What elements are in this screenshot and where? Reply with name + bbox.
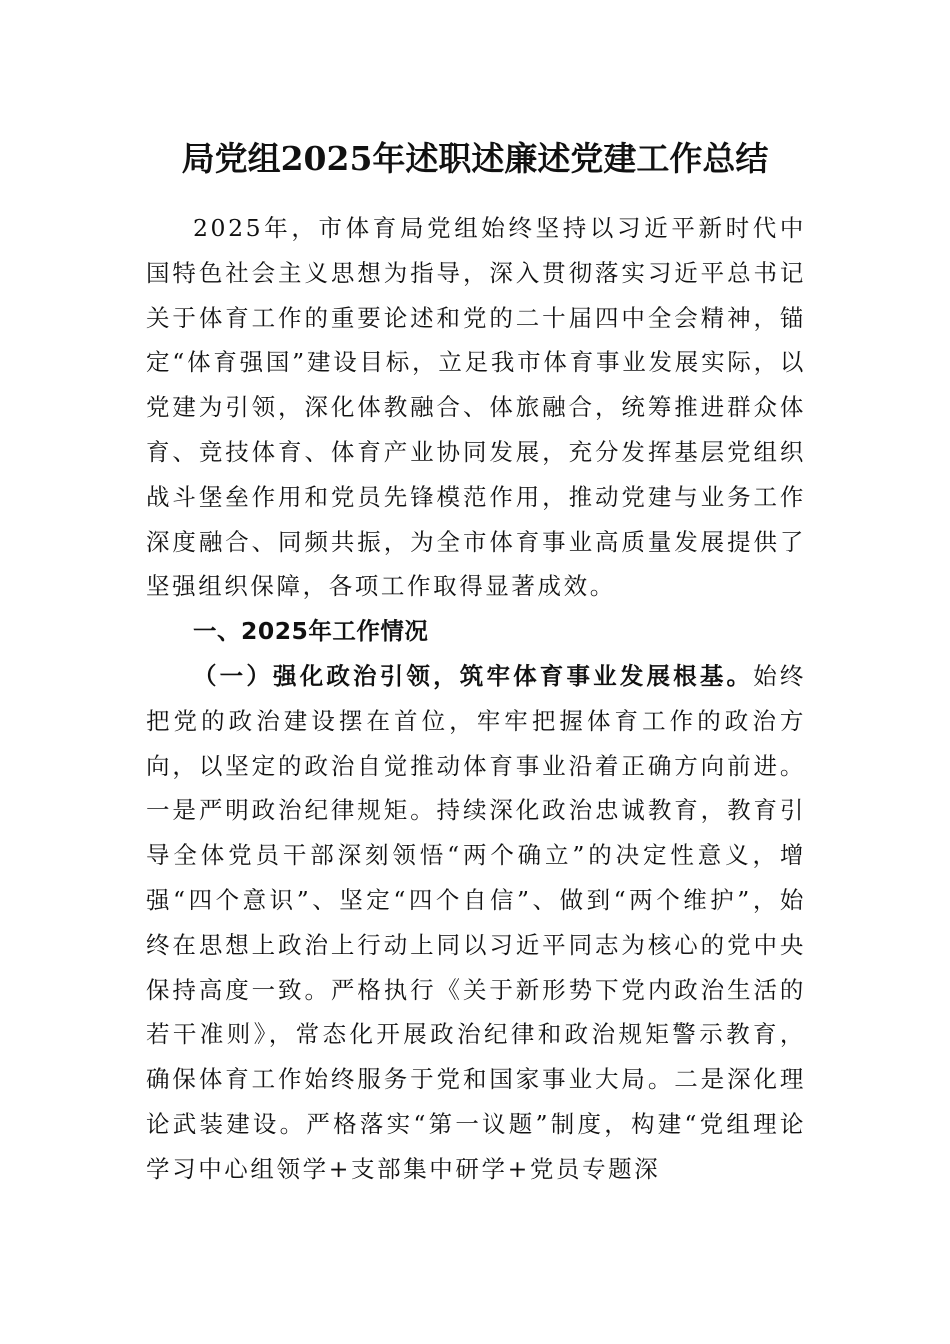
intro-paragraph: 2025年，市体育局党组始终坚持以习近平新时代中国特色社会主义思想为指导，深入贯彻落实习近平总书记关于体育工作的重要论述和党的二十届四中全会精神，锚定“体育强国”建设目标，立足我市体育事业发展实际，以党建为引领，深化体教融合、体旅融合，统筹推进群众体育、竞技体育、体育产业协同发展，充分发挥基层党组织战斗堡垒作用和党员先锋模范作用，推动党建与业务工作深度融合、同频共振，为全市体育事业高质量发展提供了坚强组织保障，各项工作取得显著成效。 — [146, 214, 806, 601]
document-title: 局党组2025年述职述廉述党建工作总结 — [181, 139, 769, 179]
section-heading: 一、2025年工作情况 — [193, 617, 429, 646]
subsection-body: 始终把党的政治建设摆在首位，牢牢把握体育工作的政治方向，以坚定的政治自觉推动体育事业沿着正确方向前进。一是严明政治纪律规矩。持续深化政治忠诚教育，教育引导全体党员干部深刻领悟“两个确立”的决定性意义，增强“四个意识”、坚定“四个自信”、做到“两个维护”，始终在思想上政治上行动上同以习近平同志为核心的党中央保持高度一致。严格执行《关于新形势下党内政治生活的若干准则》，常态化开展政治纪律和政治规矩警示教育，确保体育工作始终服务于党和国家事业大局。二是深化理论武装建设。严格落实“第一议题”制度，构建“党组理论学习中心组领学+支部集中研学+党员专题深 — [146, 661, 806, 1183]
document-body — [146, 206, 806, 1192]
subsection-heading: （一）强化政治引领，筑牢体育事业发展根基。 — [193, 661, 754, 690]
subsection-paragraph — [146, 654, 806, 1192]
